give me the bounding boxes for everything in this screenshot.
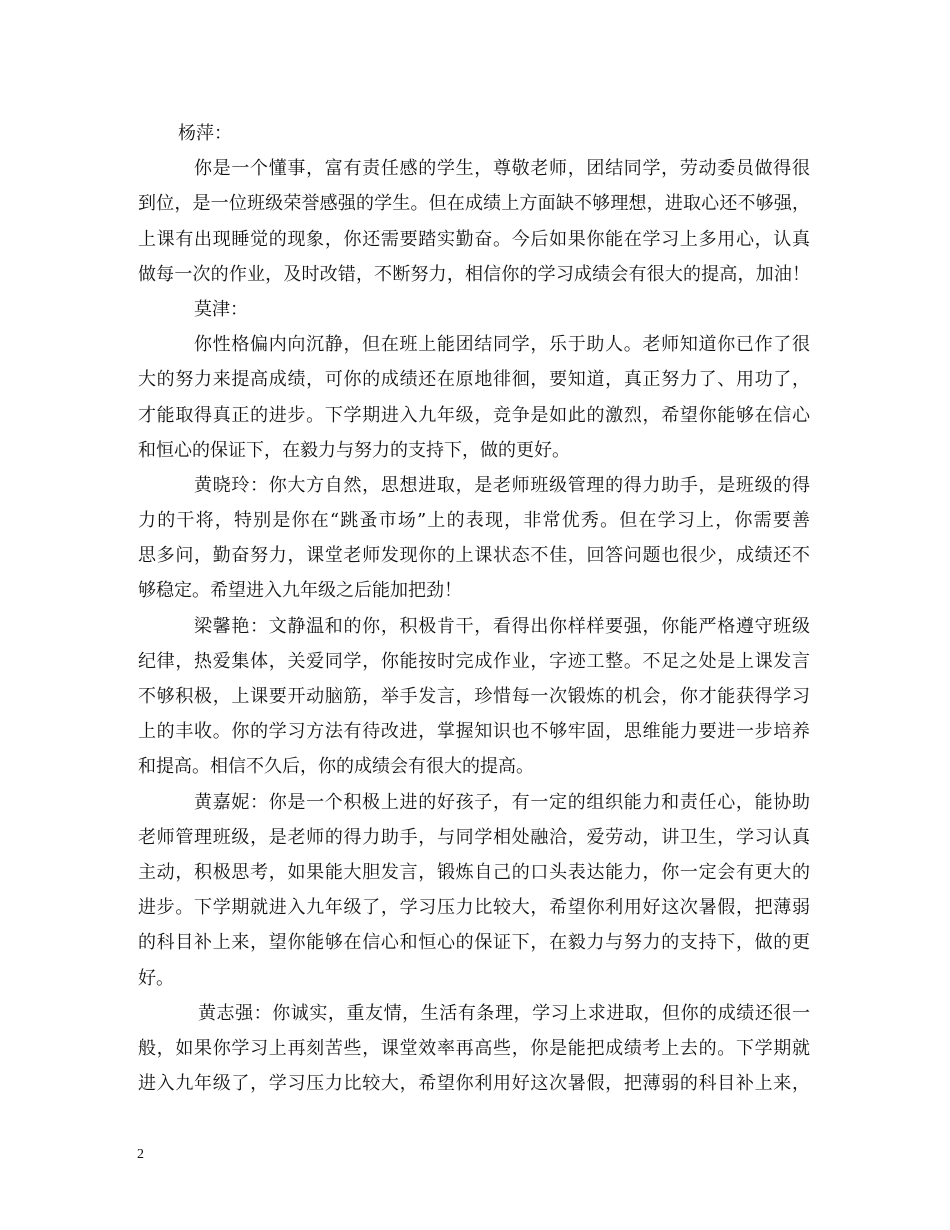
paragraph-line: 和恒心的保证下，在毅力与努力的支持下，做的更好。 — [138, 439, 570, 461]
paragraph-line: 黄晓玲：你大方自然，思想进取，是老师班级管理的得力助手，是班级的得 — [194, 474, 810, 496]
paragraph-line: 做每一次的作业，及时改错，不断努力，相信你的学习成绩会有很大的提高，加油！ — [138, 263, 810, 285]
paragraph-line: 好。 — [138, 967, 174, 989]
paragraph-line: 般，如果你学习上再刻苦些，课堂效率再高些，你是能把成绩考上去的。下学期就 — [138, 1037, 810, 1059]
paragraph-line: 黄嘉妮：你是一个积极上进的好孩子，有一定的组织能力和责任心，能协助 — [194, 791, 810, 813]
paragraph-line: 老师管理班级，是老师的得力助手，与同学相处融洽，爱劳动，讲卫生，学习认真 — [138, 826, 810, 848]
paragraph-line: 到位，是一位班级荣誉感强的学生。但在成绩上方面缺不够理想，进取心还不够强， — [138, 193, 810, 215]
paragraph-line: 进步。下学期就进入九年级了，学习压力比较大，希望你利用好这次暑假，把薄弱 — [138, 897, 810, 919]
paragraph-line: 上的丰收。你的学习方法有待改进，掌握知识也不够牢固，思维能力要进一步培养 — [138, 721, 810, 743]
paragraph-line: 纪律，热爱集体，关爱同学，你能按时完成作业，字迹工整。不足之处是上课发言 — [138, 650, 810, 672]
paragraph-line: 够稳定。希望进入九年级之后能加把劲！ — [138, 580, 462, 602]
paragraph-line: 大的努力来提高成绩，可你的成绩还在原地徘徊，要知道，真正努力了、用功了， — [138, 369, 810, 391]
paragraph-line: 主动，积极思考，如果能大胆发言，锻炼自己的口头表达能力，你一定会有更大的 — [138, 861, 810, 883]
paragraph-line: 上课有出现睡觉的现象，你还需要踏实勤奋。今后如果你能在学习上多用心，认真 — [138, 228, 810, 250]
student-name-mo-jin: 莫津： — [194, 298, 248, 320]
paragraph-line: 你性格偏内向沉静，但在班上能团结同学，乐于助人。老师知道你已作了很 — [194, 334, 810, 356]
page-number: 2 — [137, 1147, 144, 1162]
paragraph-line: 和提高。相信不久后，你的成绩会有很大的提高。 — [138, 756, 534, 778]
paragraph-line: 才能取得真正的进步。下学期进入九年级，竞争是如此的激烈，希望你能够在信心 — [138, 404, 810, 426]
paragraph-line: 的科目补上来，望你能够在信心和恒心的保证下，在毅力与努力的支持下，做的更 — [138, 932, 810, 954]
paragraph-line: 你是一个懂事，富有责任感的学生，尊敬老师，团结同学，劳动委员做得很 — [194, 158, 810, 180]
paragraph-line: 不够积极，上课要开动脑筋，举手发言，珍惜每一次锻炼的机会，你才能获得学习 — [138, 686, 810, 707]
paragraph-line: 梁馨艳：文静温和的你，积极肯干，看得出你样样要强，你能严格遵守班级 — [194, 615, 810, 637]
student-name-yang-ping: 杨萍： — [178, 123, 232, 144]
comments-body — [138, 116, 818, 1101]
paragraph-line: 黄志强：你诚实，重友情，生活有条理，学习上求进取，但你的成绩还很一 — [198, 1002, 810, 1024]
paragraph-line: 进入九年级了，学习压力比较大，希望你利用好这次暑假，把薄弱的科目补上来， — [138, 1073, 810, 1095]
paragraph-line: 力的干将，特别是你在“跳蚤市场”上的表现，非常优秀。但在学习上，你需要善 — [138, 510, 810, 532]
paragraph-line: 思多问，勤奋努力，课堂老师发现你的上课状态不佳，回答问题也很少，成绩还不 — [138, 545, 810, 567]
